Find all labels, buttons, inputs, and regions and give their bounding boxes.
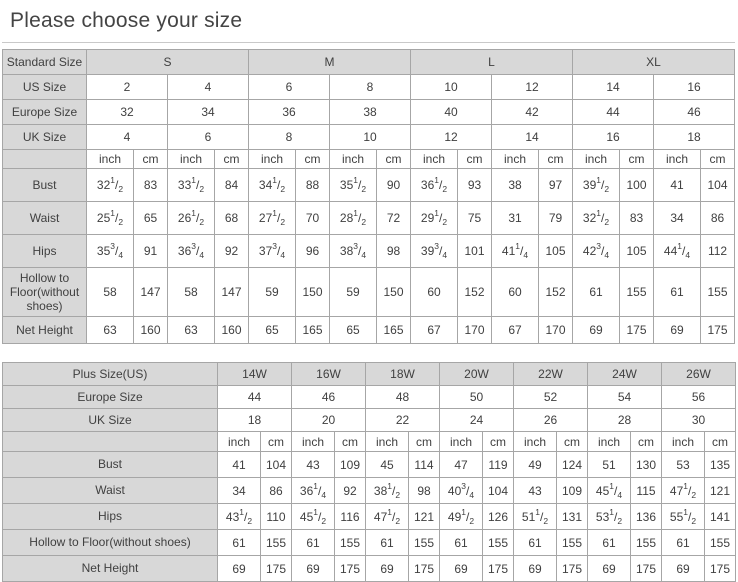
measure-value-cell: $38^1/_2$ <box>366 478 409 504</box>
measure-value-cell: 69 <box>662 556 705 582</box>
measure-value-cell: 155 <box>335 530 366 556</box>
size-group-cell: M <box>249 50 411 75</box>
size-group-cell: 18W <box>366 363 440 386</box>
measure-value-cell: 175 <box>701 317 735 344</box>
measure-value-cell: $29^1/_2$ <box>411 202 458 235</box>
row-label: Plus Size(US) <box>3 363 218 386</box>
measure-value-cell: 69 <box>440 556 483 582</box>
size-group-cell: 26W <box>662 363 736 386</box>
size-value-cell: 38 <box>330 100 411 125</box>
measure-value-cell: 65 <box>249 317 296 344</box>
size-value-cell: 14 <box>492 125 573 150</box>
size-value-cell: 14 <box>573 75 654 100</box>
measure-value-cell: 61 <box>573 268 620 317</box>
measure-value-cell: 116 <box>335 504 366 530</box>
size-value-cell: 10 <box>411 75 492 100</box>
measure-value-cell: 121 <box>705 478 736 504</box>
measure-value-cell: $53^1/_2$ <box>588 504 631 530</box>
row-label: Net Height <box>3 317 87 344</box>
unit-label: inch <box>292 432 335 452</box>
measure-value-cell: 86 <box>261 478 292 504</box>
unit-label: inch <box>573 150 620 169</box>
row-label: Bust <box>3 169 87 202</box>
measure-value-cell: 109 <box>557 478 588 504</box>
size-value-cell: 26 <box>514 409 588 432</box>
measure-value-cell: $28^1/_2$ <box>330 202 377 235</box>
measure-value-cell: 155 <box>631 530 662 556</box>
size-value-cell: 4 <box>87 125 168 150</box>
measure-value-cell: 96 <box>296 235 330 268</box>
size-value-cell: 2 <box>87 75 168 100</box>
measure-value-cell: 175 <box>335 556 366 582</box>
size-value-cell: 28 <box>588 409 662 432</box>
measure-value-cell: 104 <box>483 478 514 504</box>
size-value-cell: 40 <box>411 100 492 125</box>
measure-value-cell: 69 <box>654 317 701 344</box>
measure-value-cell: $39^3/_4$ <box>411 235 458 268</box>
measure-value-cell: 105 <box>539 235 573 268</box>
measure-value-cell: 147 <box>215 268 249 317</box>
corner-cell <box>3 150 87 169</box>
measure-value-cell: 135 <box>705 452 736 478</box>
size-value-cell: 8 <box>249 125 330 150</box>
size-group-cell: 22W <box>514 363 588 386</box>
measure-value-cell: 98 <box>409 478 440 504</box>
size-value-cell: 18 <box>218 409 292 432</box>
measure-value-cell: 175 <box>631 556 662 582</box>
size-value-cell: 54 <box>588 386 662 409</box>
measure-value-cell: 58 <box>87 268 134 317</box>
measure-value-cell: $41^1/_4$ <box>492 235 539 268</box>
measure-value-cell: 84 <box>215 169 249 202</box>
measure-value-cell: 93 <box>458 169 492 202</box>
measure-value-cell: $35^1/_2$ <box>330 169 377 202</box>
measure-value-cell: $32^1/_2$ <box>573 202 620 235</box>
unit-label: inch <box>330 150 377 169</box>
measure-value-cell: 155 <box>483 530 514 556</box>
measure-value-cell: 105 <box>620 235 654 268</box>
row-label: Europe Size <box>3 386 218 409</box>
measure-value-cell: 126 <box>483 504 514 530</box>
measure-value-cell: 79 <box>539 202 573 235</box>
measure-value-cell: 69 <box>218 556 261 582</box>
size-group-cell: 24W <box>588 363 662 386</box>
title-divider <box>2 42 735 43</box>
unit-label: inch <box>218 432 261 452</box>
measure-value-cell: 60 <box>492 268 539 317</box>
measure-value-cell: 136 <box>631 504 662 530</box>
unit-label: inch <box>514 432 557 452</box>
measure-value-cell: 83 <box>620 202 654 235</box>
size-group-cell: 20W <box>440 363 514 386</box>
measure-value-cell: $47^1/_2$ <box>366 504 409 530</box>
measure-value-cell: 141 <box>705 504 736 530</box>
unit-label: cm <box>701 150 735 169</box>
measure-value-cell: $45^1/_4$ <box>588 478 631 504</box>
measure-value-cell: 61 <box>514 530 557 556</box>
measure-value-cell: $42^3/_4$ <box>573 235 620 268</box>
measure-value-cell: 155 <box>557 530 588 556</box>
unit-label: inch <box>168 150 215 169</box>
size-value-cell: 52 <box>514 386 588 409</box>
size-value-cell: 24 <box>440 409 514 432</box>
size-value-cell: 36 <box>249 100 330 125</box>
measure-value-cell: 69 <box>366 556 409 582</box>
measure-value-cell: 58 <box>168 268 215 317</box>
measure-value-cell: 110 <box>261 504 292 530</box>
measure-value-cell: 61 <box>440 530 483 556</box>
unit-label: cm <box>335 432 366 452</box>
measure-value-cell: 69 <box>292 556 335 582</box>
measure-value-cell: 150 <box>377 268 411 317</box>
size-chart-page <box>0 9 738 582</box>
measure-value-cell: 152 <box>539 268 573 317</box>
measure-value-cell: 67 <box>492 317 539 344</box>
measure-value-cell: $39^1/_2$ <box>573 169 620 202</box>
measure-value-cell: 47 <box>440 452 483 478</box>
measure-value-cell: 160 <box>215 317 249 344</box>
size-value-cell: 6 <box>168 125 249 150</box>
size-group-cell: 14W <box>218 363 292 386</box>
measure-value-cell: $45^1/_2$ <box>292 504 335 530</box>
measure-value-cell: 175 <box>483 556 514 582</box>
unit-label: cm <box>215 150 249 169</box>
unit-label: cm <box>409 432 440 452</box>
measure-value-cell: 109 <box>335 452 366 478</box>
measure-value-cell: 63 <box>87 317 134 344</box>
unit-label: cm <box>134 150 168 169</box>
measure-value-cell: $51^1/_2$ <box>514 504 557 530</box>
measure-value-cell: 112 <box>701 235 735 268</box>
size-value-cell: 8 <box>330 75 411 100</box>
measure-value-cell: 165 <box>377 317 411 344</box>
unit-label: cm <box>705 432 736 452</box>
measure-value-cell: 121 <box>409 504 440 530</box>
measure-value-cell: $36^1/_2$ <box>411 169 458 202</box>
unit-label: inch <box>249 150 296 169</box>
row-label: Hips <box>3 504 218 530</box>
size-value-cell: 50 <box>440 386 514 409</box>
measure-value-cell: 92 <box>215 235 249 268</box>
measure-value-cell: $26^1/_2$ <box>168 202 215 235</box>
measure-value-cell: 152 <box>458 268 492 317</box>
measure-value-cell: 175 <box>261 556 292 582</box>
unit-label: inch <box>654 150 701 169</box>
measure-value-cell: 69 <box>588 556 631 582</box>
measure-value-cell: 63 <box>168 317 215 344</box>
measure-value-cell: 45 <box>366 452 409 478</box>
size-value-cell: 16 <box>654 75 735 100</box>
measure-value-cell: 119 <box>483 452 514 478</box>
plus-size-table <box>2 362 736 582</box>
unit-label: inch <box>440 432 483 452</box>
measure-value-cell: $49^1/_2$ <box>440 504 483 530</box>
measure-value-cell: 147 <box>134 268 168 317</box>
row-label: UK Size <box>3 125 87 150</box>
size-value-cell: 10 <box>330 125 411 150</box>
measure-value-cell: 104 <box>701 169 735 202</box>
measure-value-cell: 31 <box>492 202 539 235</box>
measure-value-cell: 70 <box>296 202 330 235</box>
measure-value-cell: 61 <box>588 530 631 556</box>
measure-value-cell: 38 <box>492 169 539 202</box>
measure-value-cell: 61 <box>366 530 409 556</box>
measure-value-cell: 124 <box>557 452 588 478</box>
measure-value-cell: 86 <box>701 202 735 235</box>
size-value-cell: 42 <box>492 100 573 125</box>
measure-value-cell: $55^1/_2$ <box>662 504 705 530</box>
size-value-cell: 20 <box>292 409 366 432</box>
measure-value-cell: 98 <box>377 235 411 268</box>
measure-value-cell: $36^3/_4$ <box>168 235 215 268</box>
size-value-cell: 12 <box>411 125 492 150</box>
measure-value-cell: 155 <box>620 268 654 317</box>
row-label: US Size <box>3 75 87 100</box>
measure-value-cell: 170 <box>458 317 492 344</box>
row-label: Waist <box>3 202 87 235</box>
measure-value-cell: 150 <box>296 268 330 317</box>
measure-value-cell: $33^1/_2$ <box>168 169 215 202</box>
corner-cell <box>3 432 218 452</box>
measure-value-cell: 165 <box>296 317 330 344</box>
unit-label: cm <box>539 150 573 169</box>
measure-value-cell: $47^1/_2$ <box>662 478 705 504</box>
measure-value-cell: 170 <box>539 317 573 344</box>
unit-label: cm <box>261 432 292 452</box>
row-label: Net Height <box>3 556 218 582</box>
measure-value-cell: 69 <box>514 556 557 582</box>
size-value-cell: 46 <box>654 100 735 125</box>
measure-value-cell: 83 <box>134 169 168 202</box>
measure-value-cell: 51 <box>588 452 631 478</box>
measure-value-cell: $35^3/_4$ <box>87 235 134 268</box>
measure-value-cell: 155 <box>409 530 440 556</box>
measure-value-cell: $43^1/_2$ <box>218 504 261 530</box>
measure-value-cell: $32^1/_2$ <box>87 169 134 202</box>
measure-value-cell: 34 <box>218 478 261 504</box>
size-group-cell: S <box>87 50 249 75</box>
unit-label: inch <box>492 150 539 169</box>
measure-value-cell: 175 <box>409 556 440 582</box>
measure-value-cell: $44^1/_4$ <box>654 235 701 268</box>
size-group-cell: XL <box>573 50 735 75</box>
measure-value-cell: 160 <box>134 317 168 344</box>
measure-value-cell: 155 <box>261 530 292 556</box>
size-value-cell: 44 <box>218 386 292 409</box>
measure-value-cell: 104 <box>261 452 292 478</box>
standard-size-table <box>2 49 735 344</box>
measure-value-cell: 130 <box>631 452 662 478</box>
measure-value-cell: 115 <box>631 478 662 504</box>
measure-value-cell: 61 <box>662 530 705 556</box>
size-value-cell: 18 <box>654 125 735 150</box>
measure-value-cell: 75 <box>458 202 492 235</box>
row-label: Standard Size <box>3 50 87 75</box>
unit-label: inch <box>366 432 409 452</box>
measure-value-cell: 34 <box>654 202 701 235</box>
measure-value-cell: 61 <box>292 530 335 556</box>
size-value-cell: 44 <box>573 100 654 125</box>
size-value-cell: 16 <box>573 125 654 150</box>
measure-value-cell: 175 <box>557 556 588 582</box>
measure-value-cell: 97 <box>539 169 573 202</box>
measure-value-cell: 114 <box>409 452 440 478</box>
measure-value-cell: $36^1/_4$ <box>292 478 335 504</box>
row-label: Waist <box>3 478 218 504</box>
measure-value-cell: 90 <box>377 169 411 202</box>
measure-value-cell: 43 <box>514 478 557 504</box>
measure-value-cell: 59 <box>330 268 377 317</box>
measure-value-cell: 41 <box>654 169 701 202</box>
measure-value-cell: $40^3/_4$ <box>440 478 483 504</box>
measure-value-cell: 72 <box>377 202 411 235</box>
unit-label: inch <box>411 150 458 169</box>
measure-value-cell: 91 <box>134 235 168 268</box>
measure-value-cell: $34^1/_2$ <box>249 169 296 202</box>
measure-value-cell: 61 <box>654 268 701 317</box>
unit-label: inch <box>588 432 631 452</box>
measure-value-cell: 92 <box>335 478 366 504</box>
size-value-cell: 30 <box>662 409 736 432</box>
measure-value-cell: 67 <box>411 317 458 344</box>
measure-value-cell: 61 <box>218 530 261 556</box>
measure-value-cell: $27^1/_2$ <box>249 202 296 235</box>
size-value-cell: 6 <box>249 75 330 100</box>
measure-value-cell: $25^1/_2$ <box>87 202 134 235</box>
size-value-cell: 22 <box>366 409 440 432</box>
measure-value-cell: $37^3/_4$ <box>249 235 296 268</box>
unit-label: cm <box>377 150 411 169</box>
measure-value-cell: 131 <box>557 504 588 530</box>
measure-value-cell: 100 <box>620 169 654 202</box>
row-label: Hollow to Floor(without shoes) <box>3 268 87 317</box>
size-value-cell: 48 <box>366 386 440 409</box>
unit-label: cm <box>557 432 588 452</box>
measure-value-cell: $38^3/_4$ <box>330 235 377 268</box>
size-group-cell: L <box>411 50 573 75</box>
unit-label: cm <box>631 432 662 452</box>
row-label: Hollow to Floor(without shoes) <box>3 530 218 556</box>
measure-value-cell: 43 <box>292 452 335 478</box>
unit-label: cm <box>296 150 330 169</box>
size-value-cell: 32 <box>87 100 168 125</box>
size-value-cell: 56 <box>662 386 736 409</box>
row-label: UK Size <box>3 409 218 432</box>
measure-value-cell: 41 <box>218 452 261 478</box>
row-label: Bust <box>3 452 218 478</box>
measure-value-cell: 101 <box>458 235 492 268</box>
size-value-cell: 4 <box>168 75 249 100</box>
measure-value-cell: 155 <box>701 268 735 317</box>
measure-value-cell: 69 <box>573 317 620 344</box>
measure-value-cell: 155 <box>705 530 736 556</box>
unit-label: inch <box>662 432 705 452</box>
row-label: Europe Size <box>3 100 87 125</box>
row-label: Hips <box>3 235 87 268</box>
measure-value-cell: 68 <box>215 202 249 235</box>
measure-value-cell: 60 <box>411 268 458 317</box>
measure-value-cell: 49 <box>514 452 557 478</box>
size-value-cell: 34 <box>168 100 249 125</box>
size-value-cell: 12 <box>492 75 573 100</box>
page-title: Please choose your size <box>10 9 243 32</box>
measure-value-cell: 59 <box>249 268 296 317</box>
measure-value-cell: 175 <box>620 317 654 344</box>
measure-value-cell: 65 <box>330 317 377 344</box>
measure-value-cell: 65 <box>134 202 168 235</box>
unit-label: cm <box>458 150 492 169</box>
unit-label: cm <box>483 432 514 452</box>
measure-value-cell: 88 <box>296 169 330 202</box>
unit-label: inch <box>87 150 134 169</box>
measure-value-cell: 53 <box>662 452 705 478</box>
unit-label: cm <box>620 150 654 169</box>
size-group-cell: 16W <box>292 363 366 386</box>
measure-value-cell: 175 <box>705 556 736 582</box>
size-value-cell: 46 <box>292 386 366 409</box>
